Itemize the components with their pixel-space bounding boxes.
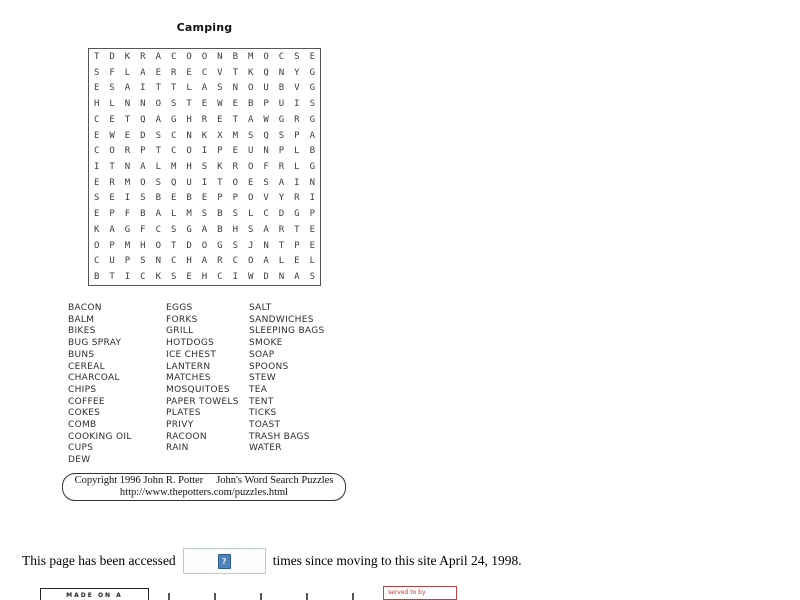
grid-cell: S	[232, 209, 238, 220]
grid-cell: P	[263, 99, 269, 110]
word-list-item: BALM	[68, 314, 95, 325]
grid-cell: S	[93, 193, 100, 204]
grid-cell: T	[155, 83, 161, 94]
grid-cell: F	[124, 209, 131, 220]
grid-cell: U	[263, 83, 269, 94]
word-list-item: SLEEPING BAGS	[249, 326, 325, 337]
grid-cell: U	[186, 177, 192, 188]
word-list-item: PAPER TOWELS	[166, 396, 239, 407]
grid-cell: Y	[278, 193, 285, 204]
grid-cell: F	[263, 161, 269, 172]
grid-cell: R	[217, 256, 223, 267]
grid-cell: E	[109, 114, 115, 125]
grid-cell: G	[309, 161, 315, 172]
grid-cell: X	[217, 130, 223, 141]
grid-cell: I	[232, 272, 238, 283]
word-list-item: BUG SPRAY	[68, 338, 122, 349]
grid-cell: K	[155, 272, 161, 283]
grid-cell: H	[140, 240, 146, 251]
grid-cell: B	[309, 146, 315, 157]
grid-cell: S	[247, 224, 254, 235]
grid-cell: S	[309, 99, 315, 110]
grid-cell: R	[278, 224, 285, 235]
grid-cell: C	[170, 256, 177, 267]
grid-cell: R	[278, 161, 285, 172]
grid-cell: O	[247, 161, 254, 172]
grid-cell: E	[232, 99, 238, 110]
grid-cell: S	[140, 256, 146, 267]
grid-cell: L	[170, 209, 177, 220]
grid-cell: S	[201, 161, 208, 172]
grid-cell: C	[93, 114, 100, 125]
hit-counter-sentence	[22, 546, 522, 576]
word-list-item: WATER	[249, 443, 282, 454]
grid-cell: T	[170, 83, 177, 94]
grid-cell: K	[247, 67, 254, 78]
word-list-item: FORKS	[166, 314, 198, 325]
grid-cell: A	[278, 177, 285, 188]
grid-cell: I	[201, 177, 208, 188]
grid-cell: E	[294, 256, 300, 267]
grid-cell: C	[93, 146, 100, 157]
grid-cell: E	[201, 99, 208, 110]
counter-text-after: times since moving to this site April 24, 1998.	[272, 553, 522, 568]
grid-cell: C	[201, 67, 208, 78]
copyright-line	[75, 475, 334, 487]
grid-cell: E	[309, 51, 315, 62]
word-list-item: TENT	[249, 396, 274, 407]
word-list-item: EGGS	[166, 303, 193, 313]
grid-cell: H	[201, 272, 208, 283]
broken-image-icon: ?	[218, 554, 231, 569]
grid-cell: K	[201, 130, 208, 141]
word-list-item: BUNS	[68, 349, 95, 360]
word-list-item: ICE CHEST	[166, 349, 217, 360]
grid-cell: S	[155, 130, 161, 141]
counter-text-before: This page has been accessed	[22, 553, 176, 568]
grid-cell: E	[217, 114, 223, 125]
copyright-box	[62, 473, 346, 501]
grid-cell: Q	[263, 67, 269, 78]
grid-cell: G	[217, 240, 223, 251]
word-list-item: SPOONS	[249, 361, 289, 372]
grid-cell: O	[155, 99, 161, 110]
grid-cell: L	[294, 161, 300, 172]
word-list-column	[166, 303, 249, 467]
grid-cell: W	[217, 99, 223, 110]
grid-cell: N	[186, 130, 192, 141]
grid-cell: P	[109, 209, 115, 220]
word-list-item: TOAST	[249, 420, 281, 431]
grid-cell: M	[124, 240, 131, 251]
grid-cell: P	[294, 240, 300, 251]
grid-cell: O	[93, 240, 100, 251]
grid-cell: L	[278, 256, 285, 267]
grid-cell: C	[170, 51, 177, 62]
word-list-item: SANDWICHES	[249, 314, 314, 325]
grid-cell: N	[263, 240, 269, 251]
grid-cell: O	[247, 83, 254, 94]
grid-cell: G	[309, 83, 315, 94]
copyright-site-name: John's Word Search Puzzles	[216, 475, 334, 486]
grid-cell: P	[309, 209, 315, 220]
grid-cell: R	[201, 114, 208, 125]
grid-cell: A	[263, 224, 269, 235]
grid-cell: R	[294, 193, 300, 204]
grid-cell: H	[186, 161, 192, 172]
grid-cell: W	[263, 114, 269, 125]
grid-cell: A	[263, 256, 269, 267]
grid-cell: M	[124, 177, 131, 188]
grid-cell: L	[124, 67, 131, 78]
grid-cell: Q	[140, 114, 146, 125]
word-list-item: MOSQUITOES	[166, 384, 230, 395]
word-list-item: PRIVY	[166, 420, 194, 431]
grid-cell: L	[186, 83, 192, 94]
grid-cell: D	[140, 130, 146, 141]
word-list-item: SOAP	[249, 349, 275, 360]
grid-cell: G	[186, 224, 192, 235]
grid-cell: R	[170, 67, 177, 78]
word-list-item: CHIPS	[68, 384, 97, 395]
grid-cell: L	[309, 256, 315, 267]
puzzle-title: Camping	[176, 21, 233, 34]
grid-cell: A	[309, 130, 315, 141]
grid-cell: D	[263, 272, 269, 283]
grid-cell: T	[294, 224, 300, 235]
word-list	[68, 303, 358, 467]
grid-cell: F	[140, 224, 146, 235]
grid-cell: E	[309, 240, 315, 251]
grid-cell: G	[309, 114, 315, 125]
grid-cell: A	[201, 224, 208, 235]
grid-cell: E	[186, 67, 192, 78]
grid-cell: C	[278, 51, 285, 62]
grid-cell: T	[170, 240, 177, 251]
grid-cell: V	[263, 193, 269, 204]
grid-cell: H	[186, 256, 192, 267]
grid-cell: I	[294, 99, 300, 110]
grid-cell: B	[155, 193, 161, 204]
grid-cell: U	[247, 146, 254, 157]
grid-cell: S	[294, 51, 300, 62]
grid-cell: S	[278, 130, 285, 141]
grid-cell: R	[109, 177, 115, 188]
grid-cell: M	[170, 161, 177, 172]
word-list-item: COFFEE	[68, 396, 105, 407]
grid-cell: E	[93, 209, 100, 220]
grid-cell: E	[247, 177, 254, 188]
grid-cell: I	[309, 193, 315, 204]
clipped-text-marks	[168, 593, 373, 600]
grid-cell: G	[278, 114, 285, 125]
grid-cell: S	[232, 240, 238, 251]
grid-cell: E	[170, 193, 177, 204]
word-list-item: PLATES	[166, 408, 201, 419]
word-list-item: BACON	[68, 303, 102, 313]
grid-cell: C	[155, 224, 161, 235]
grid-cell: A	[294, 272, 300, 283]
grid-cell: O	[232, 177, 238, 188]
grid-cell: R	[124, 146, 131, 157]
grid-cell: W	[247, 272, 254, 283]
grid-cell: U	[109, 256, 115, 267]
grid-cell: Q	[170, 177, 177, 188]
grid-cell: N	[232, 83, 238, 94]
grid-cell: S	[263, 177, 269, 188]
grid-cell: T	[155, 146, 161, 157]
grid-cell: T	[93, 51, 100, 62]
grid-cell: E	[201, 193, 208, 204]
grid-cell: T	[124, 114, 131, 125]
grid-cell: T	[109, 161, 115, 172]
served-by-badge[interactable]: served to by	[383, 586, 457, 600]
copyright-url: http://www.thepotters.com/puzzles.html	[119, 487, 289, 498]
grid-cell: O	[247, 193, 254, 204]
grid-cell: A	[155, 114, 161, 125]
grid-cell: S	[309, 272, 315, 283]
grid-cell: S	[201, 209, 208, 220]
grid-cell: M	[232, 130, 238, 141]
grid-cell: B	[278, 83, 285, 94]
grid-cell: F	[109, 67, 115, 78]
grid-cell: I	[124, 193, 131, 204]
grid-cell: D	[109, 51, 115, 62]
word-list-item: LANTERN	[166, 361, 211, 372]
grid-cell: P	[109, 240, 115, 251]
grid-cell: S	[93, 67, 100, 78]
word-list-item: CUPS	[68, 443, 94, 454]
word-list-item: SALT	[249, 303, 272, 313]
grid-cell: R	[232, 161, 238, 172]
grid-cell: T	[186, 99, 192, 110]
grid-cell: H	[232, 224, 238, 235]
grid-cell: J	[247, 240, 254, 251]
grid-cell: C	[170, 146, 177, 157]
grid-cell: K	[124, 51, 131, 62]
word-list-item: RACOON	[166, 431, 207, 442]
grid-cell: A	[201, 83, 208, 94]
grid-cell: T	[232, 67, 238, 78]
grid-cell: S	[247, 130, 254, 141]
grid-cell: C	[140, 272, 146, 283]
grid-cell: S	[155, 177, 161, 188]
grid-cell: E	[155, 67, 161, 78]
grid-cell: B	[186, 193, 192, 204]
grid-cell: P	[217, 146, 223, 157]
grid-cell: A	[109, 224, 115, 235]
grid-cell: E	[93, 83, 100, 94]
grid-cell: B	[93, 272, 100, 283]
grid-cell: B	[232, 51, 238, 62]
grid-cell: S	[109, 83, 115, 94]
word-list-item: TICKS	[249, 408, 277, 419]
grid-cell: S	[170, 272, 177, 283]
grid-cell: P	[232, 193, 238, 204]
grid-cell: C	[217, 272, 223, 283]
grid-cell: A	[155, 209, 161, 220]
grid-cell: I	[294, 177, 300, 188]
word-list-column	[249, 303, 358, 467]
word-list-item: DEW	[68, 455, 91, 466]
grid-cell: S	[217, 83, 223, 94]
grid-cell: N	[217, 51, 223, 62]
grid-cell: K	[93, 224, 100, 235]
grid-cell: O	[201, 51, 208, 62]
grid-cell: T	[217, 177, 223, 188]
grid-cell: E	[109, 193, 115, 204]
word-list-item: COOKING OIL	[68, 431, 132, 442]
word-list-item: HOTDOGS	[166, 338, 215, 349]
grid-cell: N	[263, 146, 269, 157]
grid-cell: B	[140, 209, 146, 220]
grid-cell: C	[263, 209, 269, 220]
grid-cell: O	[109, 146, 115, 157]
grid-cell: C	[93, 256, 100, 267]
grid-cell: R	[140, 51, 146, 62]
grid-cell: E	[124, 130, 131, 141]
grid-cell: L	[247, 209, 254, 220]
grid-cell: O	[186, 146, 192, 157]
hit-counter-box	[183, 548, 266, 574]
grid-cell: S	[170, 99, 177, 110]
word-list-item: BIKES	[68, 326, 96, 337]
grid-cell: P	[217, 193, 223, 204]
grid-cell: G	[294, 209, 300, 220]
word-list-item: CEREAL	[68, 361, 105, 372]
grid-cell: B	[217, 209, 223, 220]
grid-cell: A	[124, 83, 131, 94]
grid-cell: K	[217, 161, 223, 172]
grid-cell: E	[309, 224, 315, 235]
grid-cell: V	[294, 83, 300, 94]
grid-cell: G	[170, 114, 177, 125]
grid-cell: E	[93, 130, 100, 141]
grid-cell: U	[278, 99, 285, 110]
grid-cell: E	[232, 146, 238, 157]
grid-cell: A	[247, 114, 254, 125]
grid-cell: C	[170, 130, 177, 141]
copyright-text: Copyright 1996 John R. Potter	[74, 475, 204, 486]
grid-cell: I	[124, 272, 131, 283]
grid-cell: Y	[294, 67, 300, 78]
word-list-item: SMOKE	[249, 338, 283, 349]
grid-cell: N	[278, 272, 285, 283]
grid-cell: O	[186, 51, 192, 62]
grid-cell: T	[109, 272, 115, 283]
grid-cell: G	[309, 67, 315, 78]
grid-cell: E	[93, 177, 100, 188]
grid-cell: L	[109, 99, 115, 110]
grid-cell: O	[247, 256, 254, 267]
grid-cell: P	[140, 146, 146, 157]
word-list-item: STEW	[249, 373, 276, 384]
grid-cell: I	[140, 83, 146, 94]
grid-cell: A	[155, 51, 161, 62]
grid-cell: O	[201, 240, 208, 251]
grid-cell: E	[186, 272, 192, 283]
word-list-item: TRASH BAGS	[249, 431, 310, 442]
grid-cell: B	[247, 99, 254, 110]
grid-cell: T	[232, 114, 238, 125]
grid-cell: I	[93, 161, 100, 172]
word-list-item: COKES	[68, 408, 101, 419]
grid-cell: H	[186, 114, 192, 125]
grid-cell: P	[294, 130, 300, 141]
grid-cell: L	[294, 146, 300, 157]
word-list-item: TEA	[249, 384, 268, 395]
grid-cell: A	[140, 67, 146, 78]
grid-cell: H	[93, 99, 100, 110]
grid-cell: D	[186, 240, 192, 251]
grid-cell: T	[278, 240, 285, 251]
grid-cell: O	[263, 51, 269, 62]
grid-cell: L	[155, 161, 161, 172]
word-list-column	[68, 303, 166, 467]
grid-cell: P	[124, 256, 131, 267]
grid-cell: N	[155, 256, 161, 267]
grid-cell: I	[201, 146, 208, 157]
word-search-grid	[88, 48, 321, 286]
grid-cell: C	[232, 256, 238, 267]
grid-cell: W	[109, 130, 115, 141]
grid-cell: P	[278, 146, 285, 157]
grid-cell: G	[124, 224, 131, 235]
grid-cell: S	[140, 193, 146, 204]
word-list-item: RAIN	[166, 443, 189, 454]
grid-cell: O	[140, 177, 146, 188]
grid-cell: R	[294, 114, 300, 125]
word-list-item: CHARCOAL	[68, 373, 120, 384]
grid-cell: V	[217, 67, 223, 78]
grid-cell: Q	[263, 130, 269, 141]
grid-cell: M	[247, 51, 254, 62]
grid-cell: A	[140, 161, 146, 172]
grid-cell: A	[201, 256, 208, 267]
grid-cell: M	[186, 209, 192, 220]
grid-cell: B	[217, 224, 223, 235]
grid-cell: O	[155, 240, 161, 251]
grid-cell: D	[278, 209, 285, 220]
word-list-item: GRILL	[166, 326, 194, 337]
grid-cell: N	[309, 177, 315, 188]
grid-cell: N	[278, 67, 285, 78]
grid-cell: S	[170, 224, 177, 235]
word-list-item: MATCHES	[166, 373, 211, 384]
grid-cell: N	[124, 99, 131, 110]
word-list-item: COMB	[68, 420, 97, 431]
grid-cell: N	[124, 161, 131, 172]
grid-cell: N	[140, 99, 146, 110]
made-on-a-badge[interactable]: MADE ON A	[40, 588, 149, 600]
